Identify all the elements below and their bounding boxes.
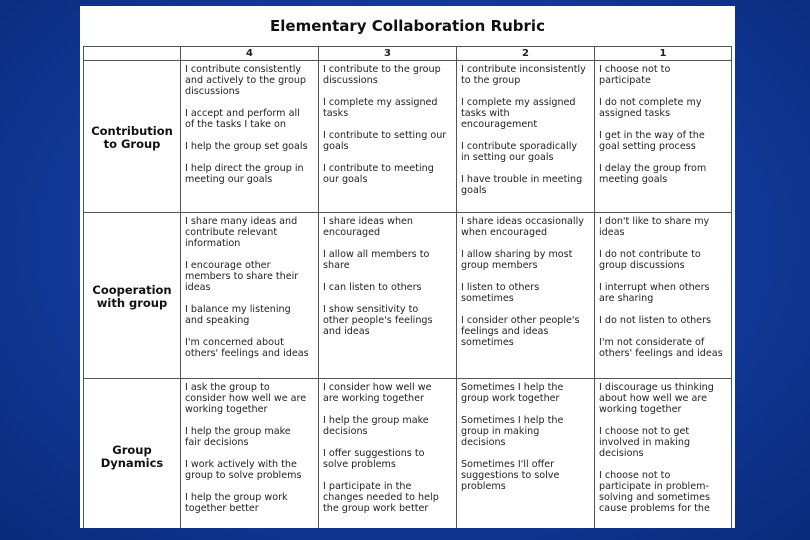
rubric-table bbox=[83, 46, 732, 528]
rubric-cell-contribution-to-group-score-2 bbox=[457, 61, 595, 213]
criterion-text: I show sensitivity to other people's feelings and ideas bbox=[323, 304, 433, 337]
rubric-cell-group-dynamics-score-4 bbox=[181, 379, 319, 529]
criterion-text: I help the group work together better bbox=[185, 492, 288, 514]
header-cell-score-1: 1 bbox=[595, 47, 732, 61]
criterion-text: I encourage other members to share their ideas bbox=[185, 260, 299, 293]
criterion-text: I do not complete my assigned tasks bbox=[599, 97, 702, 119]
header-row bbox=[84, 47, 732, 61]
criterion-text: Sometimes I'll offer suggestions to solve problems bbox=[461, 459, 560, 492]
rubric-title: Elementary Collaboration Rubric bbox=[270, 17, 545, 35]
criterion-text: I work actively with the group to solve problems bbox=[185, 459, 302, 481]
criterion-text: I do not listen to others bbox=[599, 315, 712, 326]
criterion-text: I complete my assigned tasks with encouragement bbox=[461, 97, 576, 130]
rubric-row-cooperation-with-group bbox=[84, 213, 732, 379]
rubric-cell-contribution-to-group-score-3 bbox=[319, 61, 457, 213]
rubric-cell-cooperation-with-group-score-3 bbox=[319, 213, 457, 379]
criterion-text: I interrupt when others are sharing bbox=[599, 282, 710, 304]
criterion-text: I contribute to setting our goals bbox=[323, 130, 447, 152]
criterion-text: I'm not considerate of others' feelings and ideas bbox=[599, 337, 723, 359]
criterion-text: I allow sharing by most group members bbox=[461, 249, 573, 271]
criterion-text: I can listen to others bbox=[323, 282, 422, 293]
rubric-cell-contribution-to-group-score-4 bbox=[181, 61, 319, 213]
criterion-text: I have trouble in meeting goals bbox=[461, 174, 583, 196]
row-label-contribution-to-group: Contribution to Group bbox=[84, 61, 181, 213]
criterion-text: Sometimes I help the group work together bbox=[461, 382, 564, 404]
criterion-text: I help the group make fair decisions bbox=[185, 426, 291, 448]
rubric-row-group-dynamics bbox=[84, 379, 732, 529]
criterion-text: Sometimes I help the group in making decisions bbox=[461, 415, 564, 448]
rubric-document bbox=[80, 6, 735, 528]
criterion-text: I consider how well we are working together bbox=[323, 382, 432, 404]
criterion-text: I'm concerned about others' feelings and ideas bbox=[185, 337, 309, 359]
rubric-cell-cooperation-with-group-score-2 bbox=[457, 213, 595, 379]
criterion-text: I balance my listening and speaking bbox=[185, 304, 291, 326]
criterion-text: I ask the group to consider how well we are working together bbox=[185, 382, 307, 415]
criterion-text: I participate in the changes needed to help the group work better bbox=[323, 481, 439, 514]
criterion-text: I help the group make decisions bbox=[323, 415, 429, 437]
rubric-cell-contribution-to-group-score-1 bbox=[595, 61, 732, 213]
header-cell-score-3: 3 bbox=[319, 47, 457, 61]
header-cell-blank bbox=[84, 47, 181, 61]
header-cell-score-4: 4 bbox=[181, 47, 319, 61]
criterion-text: I allow all members to share bbox=[323, 249, 430, 271]
criterion-text: I share many ideas and contribute relevant information bbox=[185, 216, 298, 249]
criterion-text: I consider other people's feelings and ideas sometimes bbox=[461, 315, 580, 348]
criterion-text: I don't like to share my ideas bbox=[599, 216, 710, 238]
row-label-group-dynamics: Group Dynamics bbox=[84, 379, 181, 529]
criterion-text: I accept and perform all of the tasks I take on bbox=[185, 108, 300, 130]
criterion-text: I do not contribute to group discussions bbox=[599, 249, 701, 271]
rubric-cell-group-dynamics-score-3 bbox=[319, 379, 457, 529]
criterion-text: I choose not to participate bbox=[599, 64, 671, 86]
criterion-text: I offer suggestions to solve problems bbox=[323, 448, 425, 470]
criterion-text: I get in the way of the goal setting process bbox=[599, 130, 705, 152]
criterion-text: I share ideas occasionally when encouraged bbox=[461, 216, 584, 238]
criterion-text: I contribute inconsistently to the group bbox=[461, 64, 586, 86]
criterion-text: I help direct the group in meeting our goals bbox=[185, 163, 304, 185]
criterion-text: I choose not to participate in problem- solving and sometimes cause problems for the bbox=[599, 470, 710, 514]
criterion-text: I contribute sporadically in setting our goals bbox=[461, 141, 578, 163]
header-cell-score-2: 2 bbox=[457, 47, 595, 61]
criterion-text: I help the group set goals bbox=[185, 141, 308, 152]
criterion-text: I delay the group from meeting goals bbox=[599, 163, 707, 185]
criterion-text: I contribute to the group discussions bbox=[323, 64, 441, 86]
row-label-cooperation-with-group: Cooperation with group bbox=[84, 213, 181, 379]
criterion-text: I contribute consistently and actively to the group discussions bbox=[185, 64, 306, 97]
criterion-text: I discourage us thinking about how well we are working together bbox=[599, 382, 714, 415]
criterion-text: I choose not to get involved in making decisions bbox=[599, 426, 691, 459]
criterion-text: I share ideas when encouraged bbox=[323, 216, 414, 238]
rubric-cell-cooperation-with-group-score-4 bbox=[181, 213, 319, 379]
criterion-text: I contribute to meeting our goals bbox=[323, 163, 434, 185]
criterion-text: I listen to others sometimes bbox=[461, 282, 540, 304]
rubric-row-contribution-to-group bbox=[84, 61, 732, 213]
rubric-cell-cooperation-with-group-score-1 bbox=[595, 213, 732, 379]
rubric-cell-group-dynamics-score-1 bbox=[595, 379, 732, 529]
criterion-text: I complete my assigned tasks bbox=[323, 97, 438, 119]
rubric-cell-group-dynamics-score-2 bbox=[457, 379, 595, 529]
